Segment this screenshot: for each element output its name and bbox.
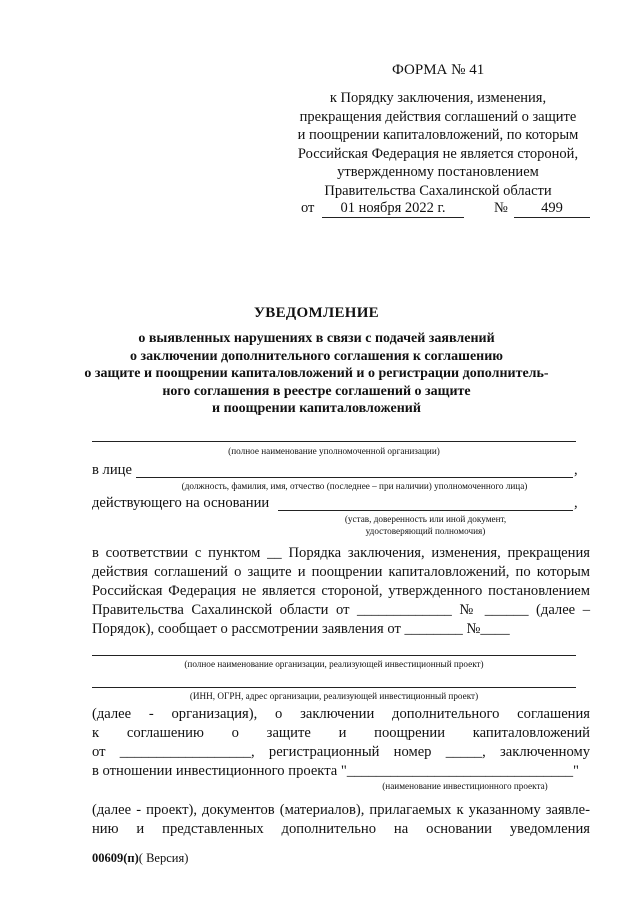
person-caption: (должность, фамилия, имя, отчество (последнее – при наличии) уполномоченного лица): [181, 481, 528, 491]
document-title: УВЕДОМЛЕНИЕ: [254, 305, 379, 321]
subtitle-line-4: ного соглашения в реестре соглашений о защите: [162, 383, 471, 399]
acting-basis-line: [278, 510, 573, 511]
header-number-label: №: [494, 200, 508, 216]
person-line: [136, 477, 573, 478]
person-comma: ,: [574, 462, 578, 478]
acting-comma: ,: [574, 495, 578, 511]
header-line-1: к Порядку заключения, изменения,: [329, 90, 547, 106]
header-date: [322, 200, 464, 218]
subtitle-line-2: о заключении дополнительного соглашения к соглашению: [130, 348, 503, 364]
doc-caption-1: (устав, доверенность или иной документ,: [344, 514, 507, 524]
para2-line-4: в отношении инвестиционного проекта "_______________________________": [92, 763, 580, 779]
acting-label: действующего на основании: [92, 495, 270, 511]
header-date-value: 01 ноября 2022 г.: [340, 200, 446, 216]
header-line-5: утвержденному постановлением: [337, 164, 539, 180]
header-number: [514, 200, 590, 218]
para2-line-1: (далее - организация), о заключении дополнительного соглашения: [92, 706, 590, 722]
para3-line-2: нию и представленных дополнительно на основании уведомления: [92, 821, 590, 837]
para1-line-3: Российская Федерация не является стороной, утвержденного постановлением: [92, 583, 590, 599]
subtitle-line-5: и поощрении капиталовложений: [212, 401, 421, 416]
doc-caption-2: удостоверяющий полномочия): [365, 526, 486, 536]
inn-caption: (ИНН, ОГРН, адрес организации, реализующей инвестиционный проект): [189, 691, 479, 701]
footer-code: [92, 851, 188, 866]
form-label: ФОРМА № 41: [392, 62, 485, 78]
invest-org-line: [92, 655, 576, 656]
header-line-4: Российская Федерация не является стороной,: [297, 145, 579, 162]
para1-line-1: в соответствии с пунктом __ Порядка заключения, изменения, прекращения: [92, 545, 590, 561]
header-from-label: от: [301, 200, 315, 216]
inn-line: [92, 687, 576, 688]
header-line-3: и поощрении капиталовложений, по которым: [297, 127, 579, 143]
subtitle-line-1: о выявленных нарушениях в связи с подачей заявлений: [138, 331, 495, 346]
org-name-line: [92, 441, 576, 442]
para1-line-2: действия соглашений о защите и поощрении капиталовложений, по которым: [92, 564, 590, 580]
para2-line-2: к соглашению о защите и поощрении капиталовложений: [92, 725, 590, 741]
para1-line-5: Порядок), сообщает о рассмотрении заявления от ________ №____: [92, 621, 510, 637]
header-line-6: Правительства Сахалинской области: [324, 182, 552, 199]
para1-line-4: Правительства Сахалинской области от _____________ № ______ (далее –: [92, 602, 590, 618]
header-line-2: прекращения действия соглашений о защите: [299, 108, 577, 125]
para3-line-1: (далее - проект), документов (материалов), прилагаемых к указанному заявле-: [92, 802, 590, 818]
project-caption: (наименование инвестиционного проекта): [382, 781, 548, 791]
header-number-value: 499: [541, 200, 563, 216]
invest-org-caption: (полное наименование организации, реализующей инвестиционный проект): [184, 659, 484, 669]
org-name-caption: (полное наименование уполномоченной организации): [228, 446, 440, 456]
para2-line-3: от __________________, регистрационный номер _____, заключенному: [92, 744, 590, 760]
footer-code-value: 00609(п): [92, 851, 139, 865]
footer-version: ( Версия): [138, 851, 189, 865]
subtitle-line-3: о защите и поощрении капиталовложений и о регистрации дополнитель-: [84, 366, 549, 381]
in-person-label: в лице: [92, 462, 132, 478]
